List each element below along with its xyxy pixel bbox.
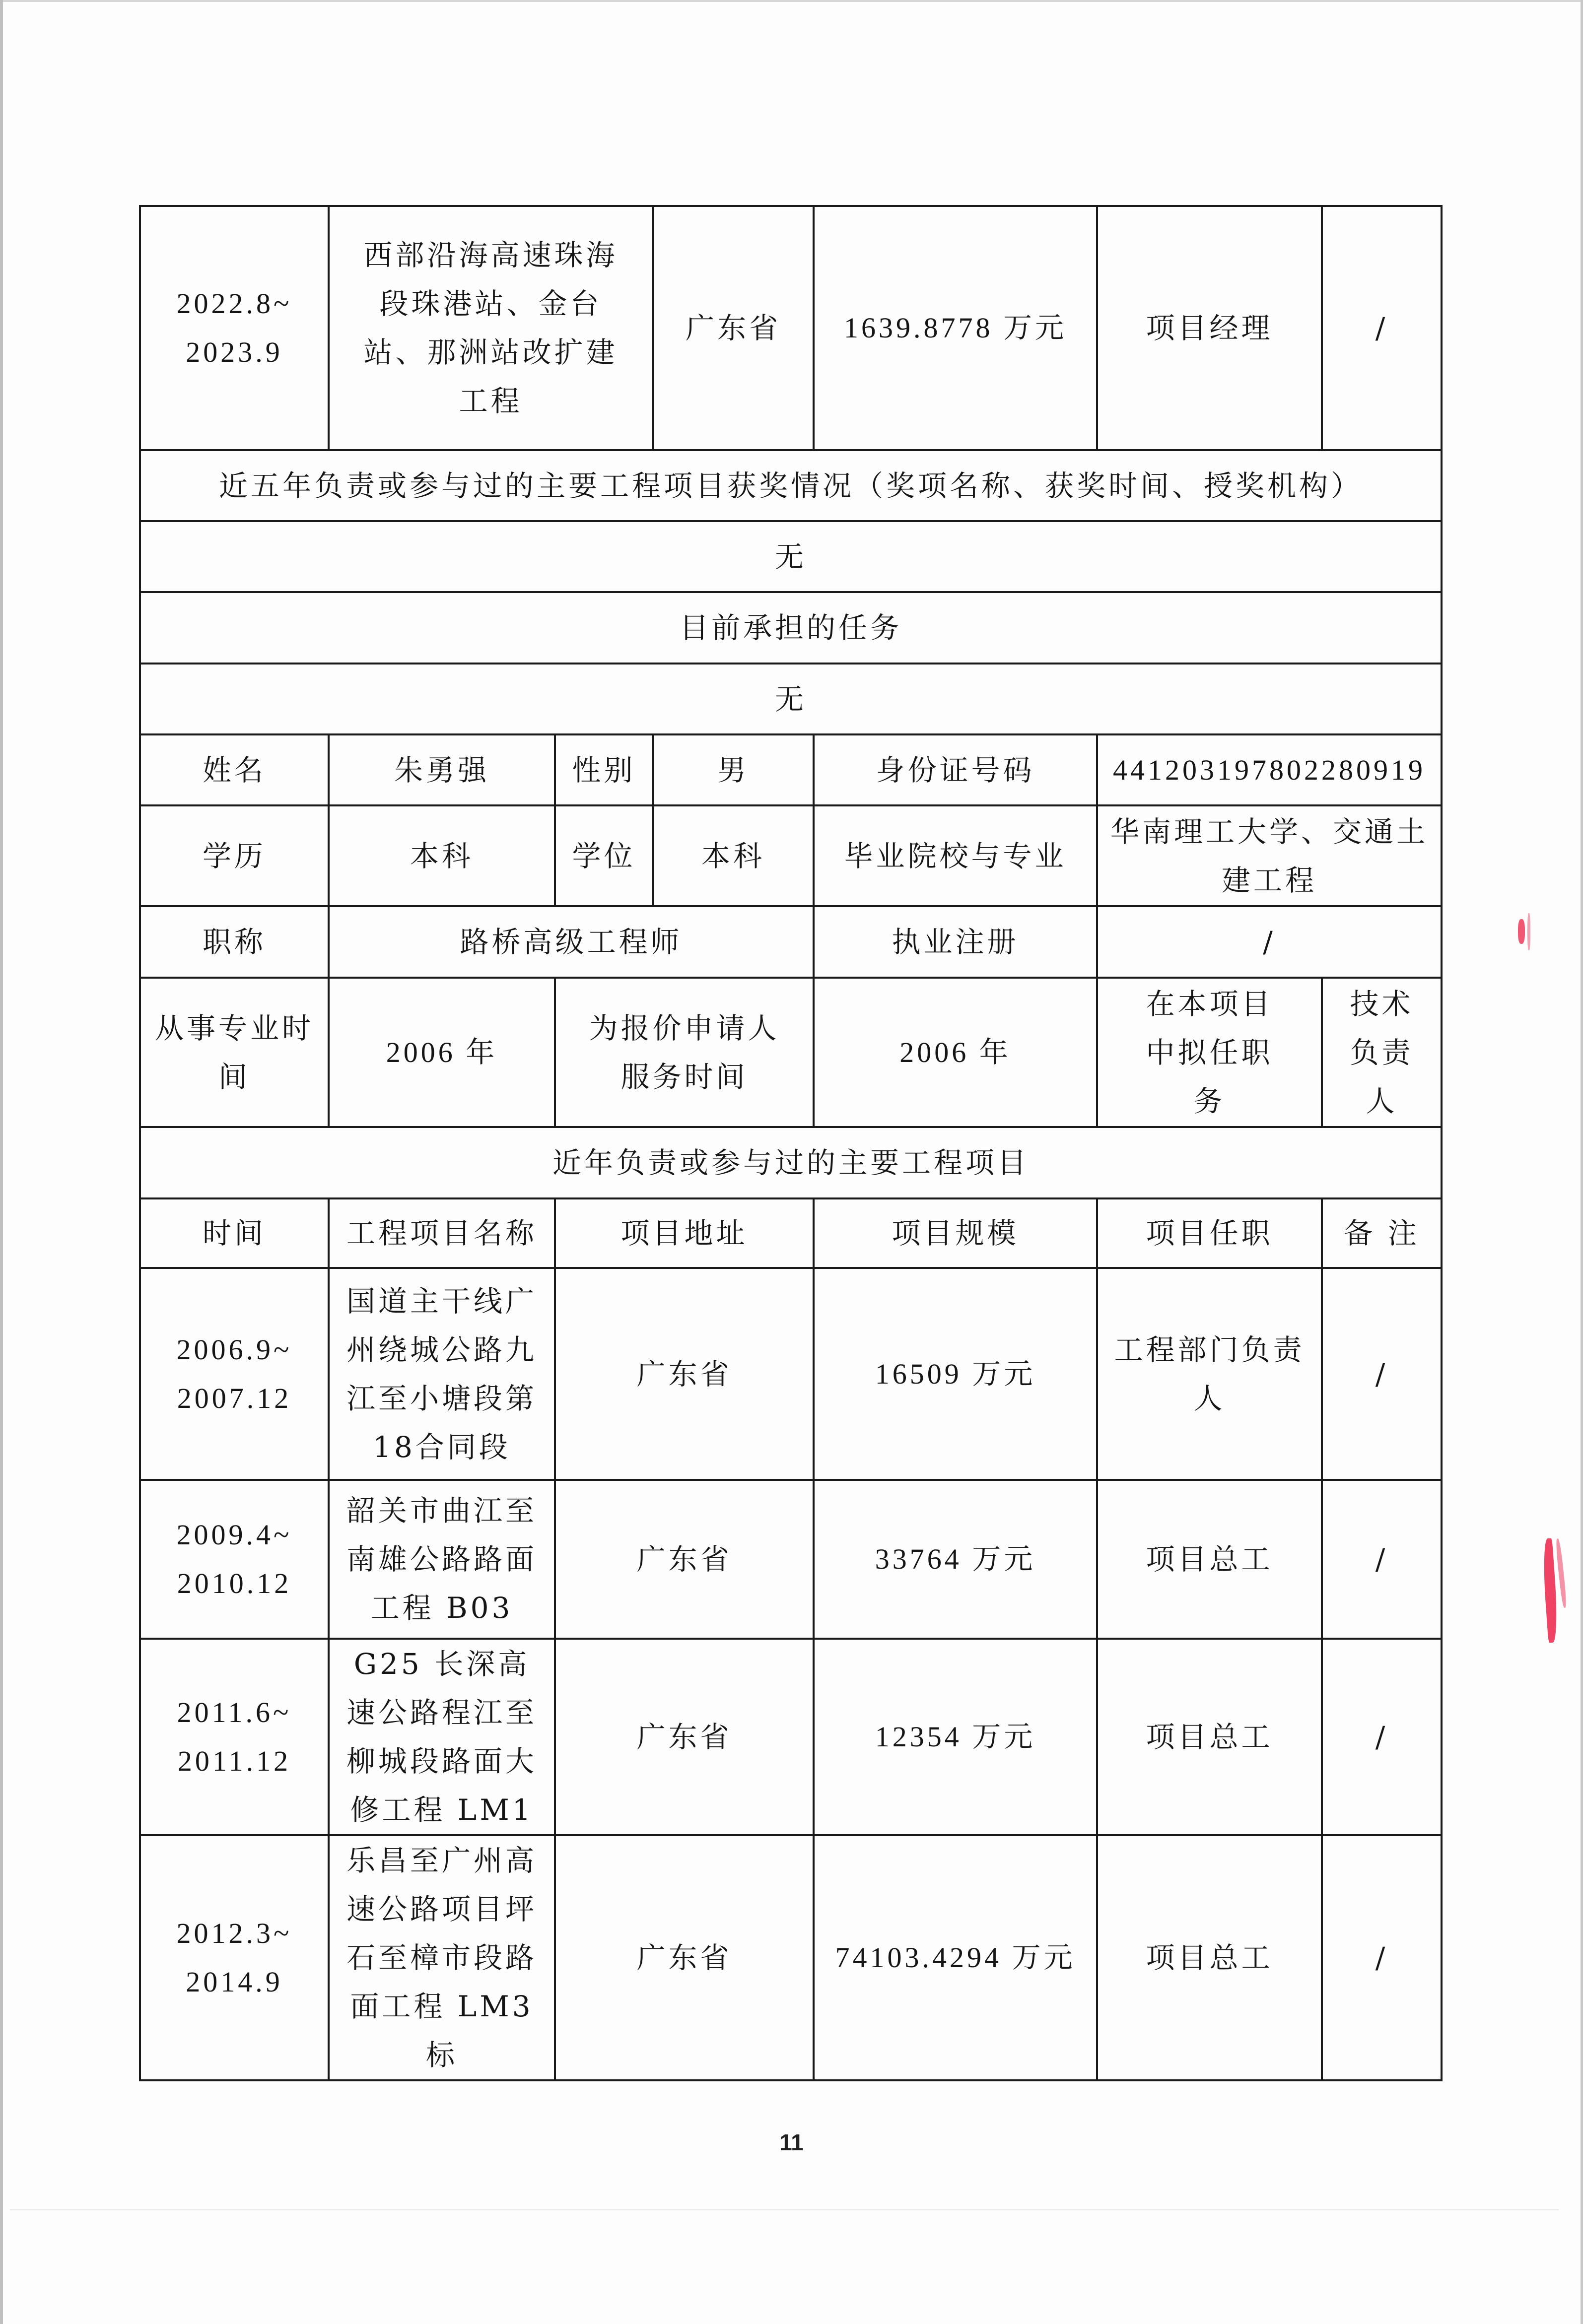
project-row [140,1268,1442,1480]
project-scale: 12354 万元 [814,1639,1097,1835]
project-remark: / [1322,1835,1442,2080]
project-role: 项目总工 [1097,1480,1322,1639]
seal-stamp-fragment [1527,913,1530,950]
service-label: 为报价申请人服务时间 [555,978,814,1127]
project-row-continued [140,206,1442,450]
project-remark: / [1322,206,1442,450]
project-location: 广东省 [555,1835,814,2080]
registration-value: / [1097,906,1442,978]
col-header-time: 时间 [140,1198,329,1268]
col-header-name: 工程项目名称 [329,1198,555,1268]
project-row [140,1835,1442,2080]
school-label: 毕业院校与专业 [814,805,1097,906]
col-header-scale: 项目规模 [814,1198,1097,1268]
col-header-location: 项目地址 [555,1198,814,1268]
project-remark: / [1322,1639,1442,1835]
project-time: 2009.4~ 2010.12 [140,1480,329,1639]
project-row [140,1480,1442,1639]
project-time: 2011.6~ 2011.12 [140,1639,329,1835]
awards-value: 无 [140,521,1442,592]
project-location: 广东省 [555,1480,814,1639]
personnel-resume-table [139,205,1443,2081]
id-number: 441203197802280919 [1097,734,1442,805]
project-row [140,1639,1442,1835]
project-role: 项目总工 [1097,1835,1322,2080]
col-header-role: 项目任职 [1097,1198,1322,1268]
proposed-role-label: 在本项目中拟任职务 [1097,978,1322,1127]
degree-value: 本科 [653,805,814,906]
page-edge-left [0,0,3,2324]
school-value: 华南理工大学、交通土建工程 [1097,805,1442,906]
education-label: 学历 [140,805,329,906]
service-time-value: 2006 年 [814,978,1097,1127]
projects-column-headers [140,1198,1442,1268]
project-scale: 1639.8778 万元 [814,206,1097,450]
project-time: 2012.3~ 2014.9 [140,1835,329,2080]
current-tasks-value: 无 [140,664,1442,734]
proposed-role-value: 技术负责人 [1322,978,1442,1127]
project-role: 项目总工 [1097,1639,1322,1835]
id-label: 身份证号码 [814,734,1097,805]
project-name: 国道主干线广州绕城公路九江至小塘段第18合同段 [329,1268,555,1480]
project-time: 2006.9~ 2007.12 [140,1268,329,1480]
project-role: 工程部门负责人 [1097,1268,1322,1480]
project-time: 2022.8~ 2023.9 [140,206,329,450]
degree-label: 学位 [555,805,653,906]
title-value: 路桥高级工程师 [329,906,814,978]
person-row-education [140,805,1442,906]
col-header-remark: 备 注 [1322,1198,1442,1268]
career-start-value: 2006 年 [329,978,555,1127]
project-role: 项目经理 [1097,206,1322,450]
project-scale: 74103.4294 万元 [814,1835,1097,2080]
current-tasks-header: 目前承担的任务 [140,592,1442,664]
project-scale: 16509 万元 [814,1268,1097,1480]
project-location: 广东省 [653,206,814,450]
registration-label: 执业注册 [814,906,1097,978]
seal-stamp-fragment [1555,1538,1568,1608]
name-value: 朱勇强 [329,734,555,805]
project-scale: 33764 万元 [814,1480,1097,1639]
page-number: 11 [779,2129,804,2155]
education-value: 本科 [329,805,555,906]
page-edge-top [0,0,1583,2]
project-name: G25 长深高速公路程江至柳城段路面大修工程 LM1 [329,1639,555,1835]
project-remark: / [1322,1480,1442,1639]
gender-label: 性别 [555,734,653,805]
person-row-name [140,734,1442,805]
project-name: 乐昌至广州高速公路项目坪石至樟市段路面工程 LM3 标 [329,1835,555,2080]
project-name: 韶关市曲江至南雄公路路面工程 B03 [329,1480,555,1639]
person-row-career [140,978,1442,1127]
person-row-title [140,906,1442,978]
project-location: 广东省 [555,1639,814,1835]
title-label: 职称 [140,906,329,978]
project-location: 广东省 [555,1268,814,1480]
awards-header: 近五年负责或参与过的主要工程项目获奖情况（奖项名称、获奖时间、授奖机构） [140,450,1442,521]
name-label: 姓名 [140,734,329,805]
scan-artifact-line [10,2209,1559,2210]
career-start-label: 从事专业时间 [140,978,329,1127]
gender-value: 男 [653,734,814,805]
project-name: 西部沿海高速珠海段珠港站、金台站、那洲站改扩建工程 [329,206,653,450]
project-remark: / [1322,1268,1442,1480]
projects-header: 近年负责或参与过的主要工程项目 [140,1127,1442,1198]
seal-stamp-fragment [1518,919,1525,944]
page-edge-right [1581,0,1583,2324]
